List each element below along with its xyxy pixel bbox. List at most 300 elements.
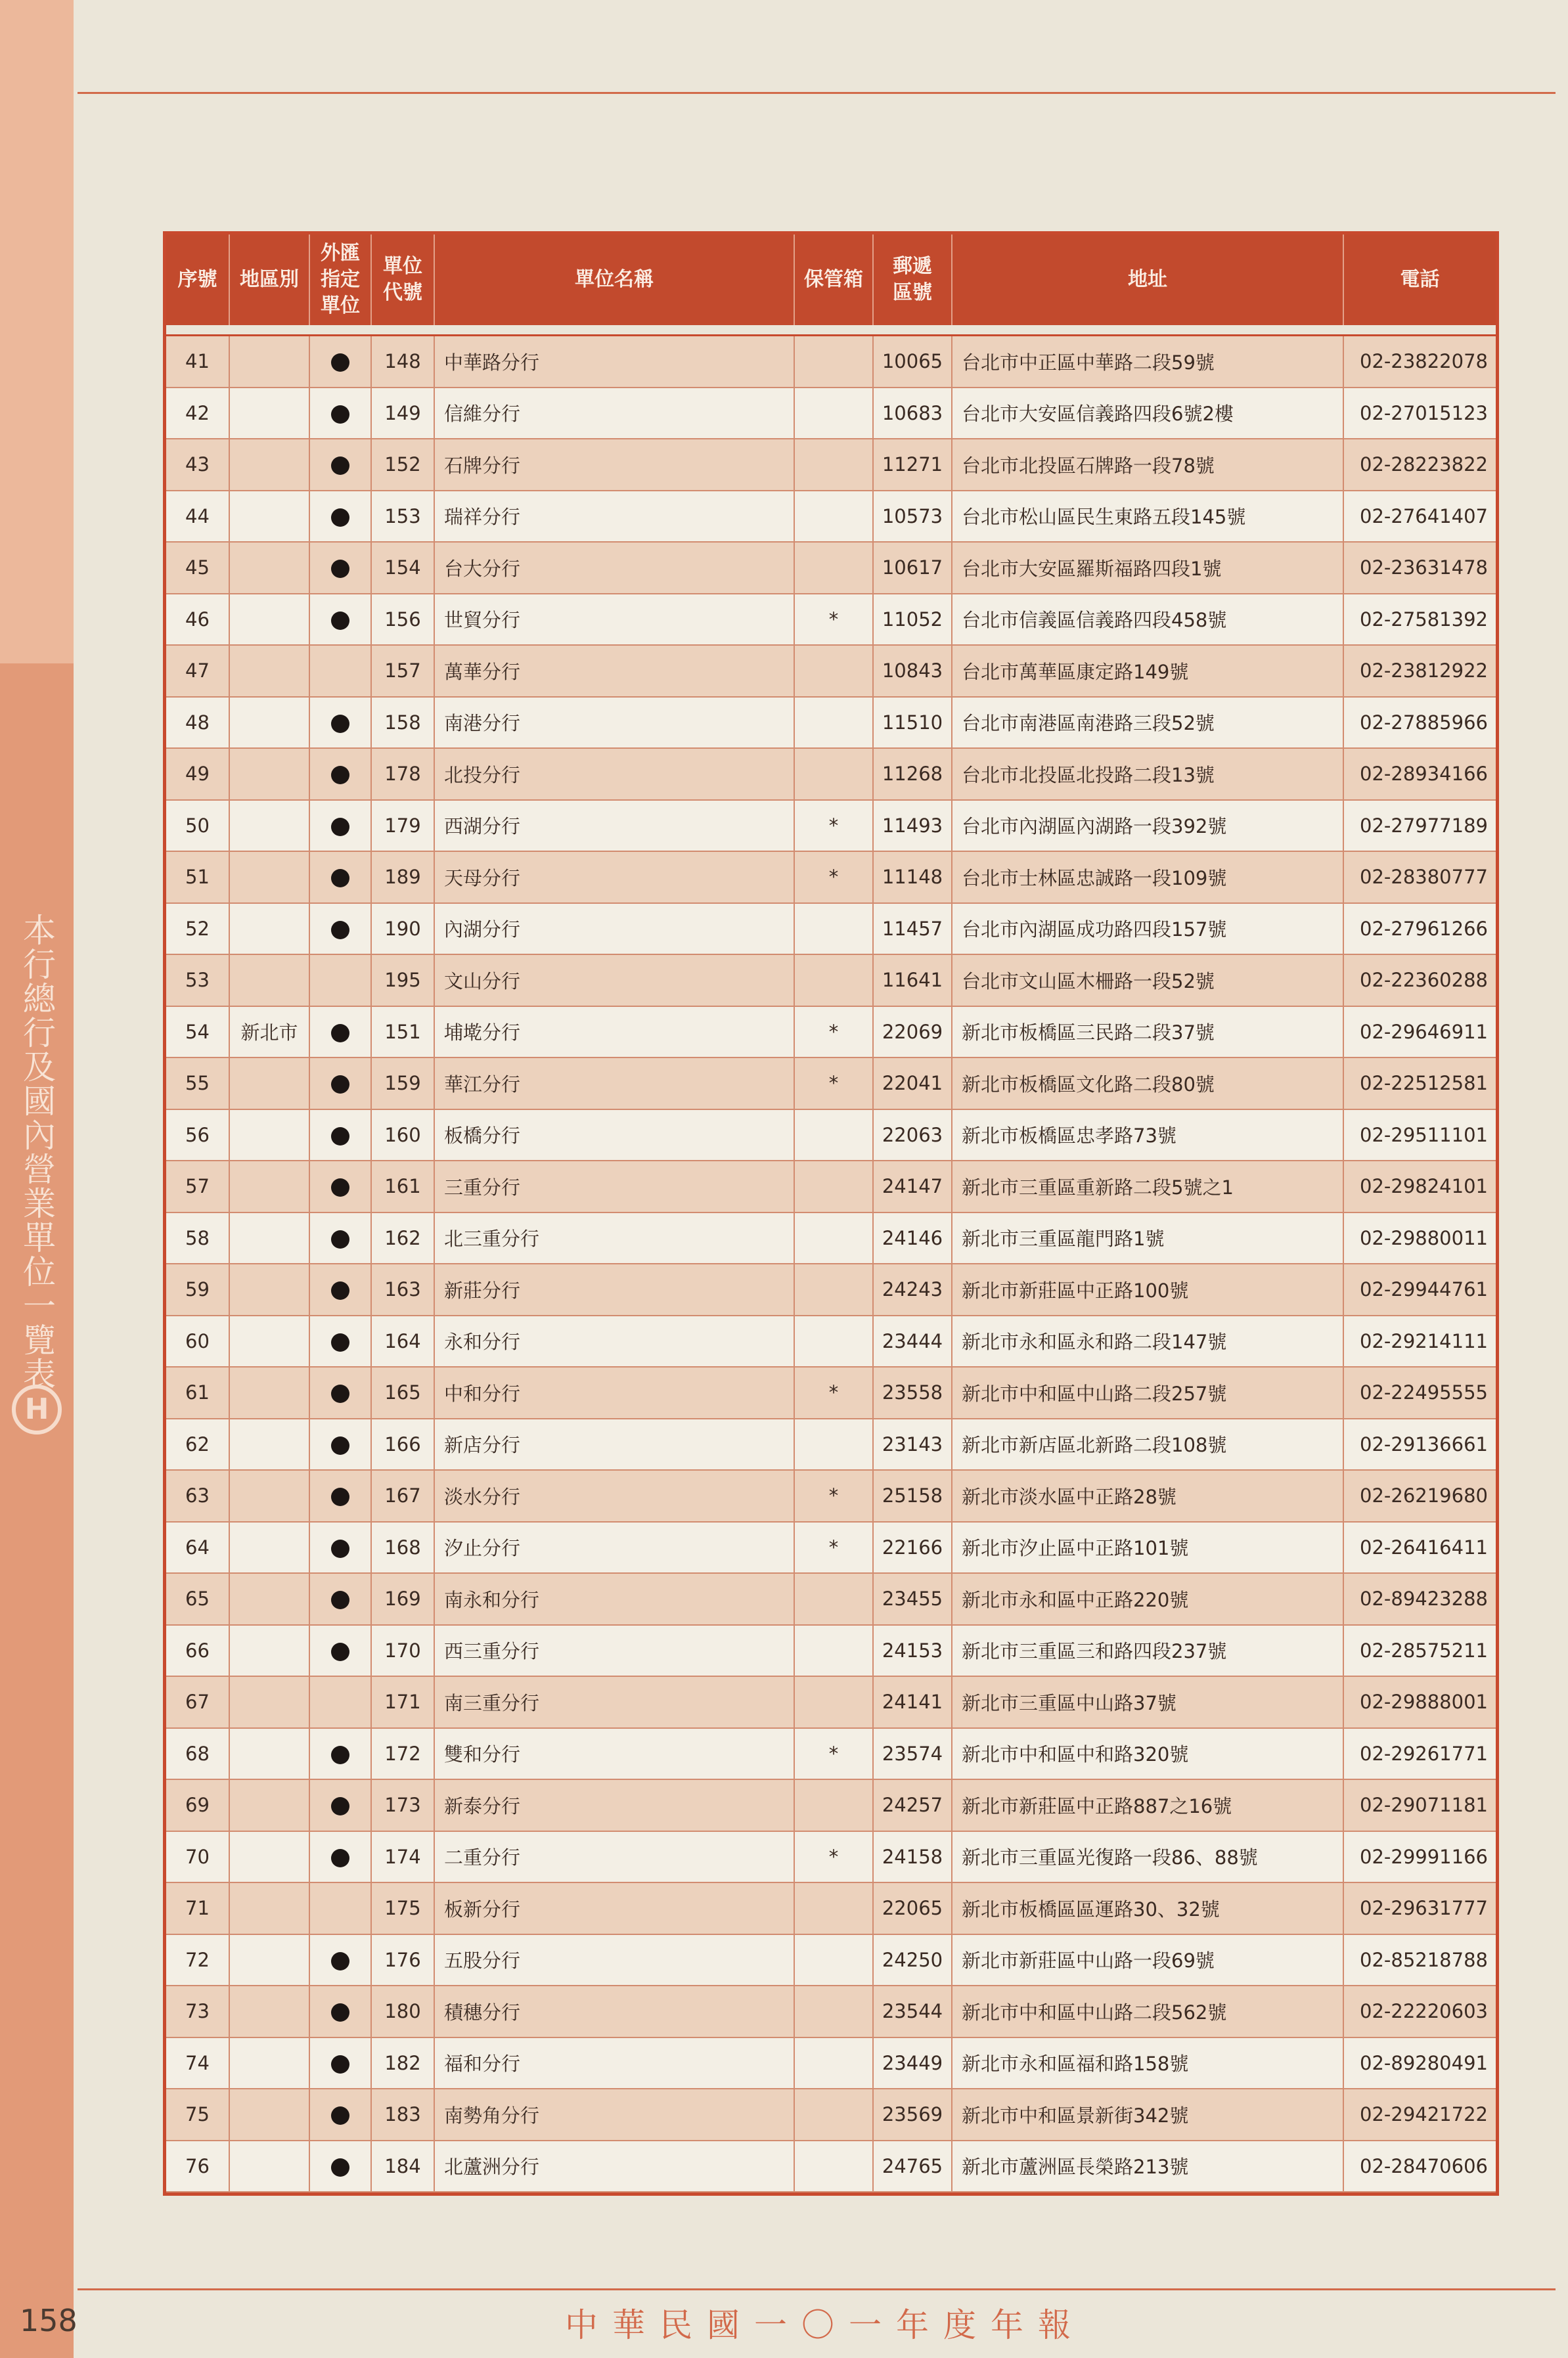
cell-fx xyxy=(309,954,371,1006)
table-row xyxy=(166,1109,1496,1161)
branch-table-container xyxy=(163,231,1499,2196)
cell-fx xyxy=(309,1728,371,1780)
cell-unit-name: 中和分行 xyxy=(434,1367,794,1419)
cell-address: 新北市新莊區中正路887之16號 xyxy=(952,1779,1343,1831)
cell-address: 新北市三重區光復路一段86、88號 xyxy=(952,1831,1343,1883)
cell-safe-box xyxy=(794,542,873,594)
cell-zip: 23569 xyxy=(873,2089,952,2141)
cell-serial: 48 xyxy=(166,697,229,749)
cell-serial: 42 xyxy=(166,388,229,439)
cell-zip: 25158 xyxy=(873,1470,952,1522)
cell-safe-box xyxy=(794,1316,873,1368)
cell-zip: 11457 xyxy=(873,903,952,955)
cell-phone: 02-28380777 xyxy=(1343,851,1496,903)
cell-safe-box xyxy=(794,1161,873,1212)
cell-code: 163 xyxy=(371,1264,434,1316)
cell-unit-name: 永和分行 xyxy=(434,1316,794,1368)
cell-serial: 75 xyxy=(166,2089,229,2141)
cell-code: 166 xyxy=(371,1419,434,1471)
cell-region xyxy=(229,903,309,955)
cell-safe-box xyxy=(794,954,873,1006)
cell-address: 新北市永和區福和路158號 xyxy=(952,2037,1343,2089)
fx-dot-icon xyxy=(331,405,349,424)
cell-safe-box xyxy=(794,645,873,697)
cell-phone: 02-28470606 xyxy=(1343,2141,1496,2192)
cell-serial: 51 xyxy=(166,851,229,903)
cell-zip: 22065 xyxy=(873,1882,952,1934)
table-row xyxy=(166,388,1496,439)
cell-safe-box xyxy=(794,1264,873,1316)
cell-safe-box xyxy=(794,439,873,491)
cell-safe-box xyxy=(794,697,873,749)
cell-serial: 46 xyxy=(166,594,229,646)
cell-safe-box xyxy=(794,1212,873,1264)
cell-safe-box: * xyxy=(794,851,873,903)
cell-address: 新北市新莊區中正路100號 xyxy=(952,1264,1343,1316)
cell-zip: 11148 xyxy=(873,851,952,903)
cell-region xyxy=(229,1057,309,1109)
table-row xyxy=(166,1625,1496,1677)
cell-fx xyxy=(309,1522,371,1574)
cell-phone: 02-27885966 xyxy=(1343,697,1496,749)
cell-fx xyxy=(309,388,371,439)
cell-zip: 22166 xyxy=(873,1522,952,1574)
table-row xyxy=(166,1367,1496,1419)
cell-code: 152 xyxy=(371,439,434,491)
cell-code: 183 xyxy=(371,2089,434,2141)
sidebar-title: 本行總行及國內營業單位一覽表 xyxy=(18,913,56,1391)
cell-zip: 24153 xyxy=(873,1625,952,1677)
cell-serial: 52 xyxy=(166,903,229,955)
cell-phone: 02-23812922 xyxy=(1343,645,1496,697)
cell-fx xyxy=(309,1625,371,1677)
table-row xyxy=(166,1934,1496,1986)
table-row xyxy=(166,1831,1496,1883)
cell-serial: 43 xyxy=(166,439,229,491)
cell-address: 新北市新莊區中山路一段69號 xyxy=(952,1934,1343,1986)
cell-zip: 11641 xyxy=(873,954,952,1006)
cell-phone: 02-29824101 xyxy=(1343,1161,1496,1212)
table-row xyxy=(166,2037,1496,2089)
fx-dot-icon xyxy=(331,2003,349,2022)
cell-phone: 02-27015123 xyxy=(1343,388,1496,439)
report-title: 中華民國一〇一年度年報 xyxy=(565,2306,1085,2344)
cell-phone: 02-29214111 xyxy=(1343,1316,1496,1368)
cell-address: 新北市中和區景新街342號 xyxy=(952,2089,1343,2141)
cell-region xyxy=(229,1573,309,1625)
cell-serial: 57 xyxy=(166,1161,229,1212)
fx-dot-icon xyxy=(331,1075,349,1094)
cell-serial: 59 xyxy=(166,1264,229,1316)
cell-fx xyxy=(309,2089,371,2141)
cell-address: 新北市汐止區中正路101號 xyxy=(952,1522,1343,1574)
cell-region xyxy=(229,1625,309,1677)
cell-fx xyxy=(309,1212,371,1264)
header-address: 地址 xyxy=(952,234,1343,325)
table-row xyxy=(166,1161,1496,1212)
cell-region xyxy=(229,542,309,594)
cell-fx xyxy=(309,2141,371,2192)
cell-region xyxy=(229,1522,309,1574)
fx-dot-icon xyxy=(331,456,349,475)
cell-fx xyxy=(309,1676,371,1728)
cell-fx xyxy=(309,697,371,749)
table-row xyxy=(166,439,1496,491)
cell-unit-name: 台大分行 xyxy=(434,542,794,594)
top-rule xyxy=(78,92,1556,94)
cell-safe-box xyxy=(794,748,873,800)
cell-region xyxy=(229,1831,309,1883)
cell-fx xyxy=(309,645,371,697)
cell-code: 167 xyxy=(371,1470,434,1522)
cell-phone: 02-23822078 xyxy=(1343,336,1496,388)
cell-unit-name: 汐止分行 xyxy=(434,1522,794,1574)
table-row xyxy=(166,594,1496,646)
cell-safe-box xyxy=(794,1986,873,2037)
table-row xyxy=(166,645,1496,697)
cell-address: 新北市三重區中山路37號 xyxy=(952,1676,1343,1728)
cell-region xyxy=(229,1986,309,2037)
header-zip: 郵遞 區號 xyxy=(873,234,952,325)
cell-serial: 50 xyxy=(166,800,229,852)
cell-safe-box xyxy=(794,2089,873,2141)
table-row xyxy=(166,491,1496,543)
cell-unit-name: 板新分行 xyxy=(434,1882,794,1934)
cell-code: 182 xyxy=(371,2037,434,2089)
cell-code: 161 xyxy=(371,1161,434,1212)
cell-zip: 11493 xyxy=(873,800,952,852)
cell-code: 159 xyxy=(371,1057,434,1109)
cell-address: 新北市板橋區忠孝路73號 xyxy=(952,1109,1343,1161)
cell-safe-box xyxy=(794,1779,873,1831)
cell-address: 新北市三重區三和路四段237號 xyxy=(952,1625,1343,1677)
cell-phone: 02-29261771 xyxy=(1343,1728,1496,1780)
cell-address: 新北市淡水區中正路28號 xyxy=(952,1470,1343,1522)
cell-unit-name: 石牌分行 xyxy=(434,439,794,491)
cell-address: 台北市大安區信義路四段6號2樓 xyxy=(952,388,1343,439)
cell-address: 台北市中正區中華路二段59號 xyxy=(952,336,1343,388)
cell-zip: 24147 xyxy=(873,1161,952,1212)
cell-fx xyxy=(309,1419,371,1471)
cell-serial: 73 xyxy=(166,1986,229,2037)
cell-region xyxy=(229,697,309,749)
cell-region xyxy=(229,594,309,646)
cell-code: 190 xyxy=(371,903,434,955)
fx-dot-icon xyxy=(331,1230,349,1249)
cell-fx xyxy=(309,851,371,903)
cell-code: 157 xyxy=(371,645,434,697)
cell-address: 新北市中和區中山路二段562號 xyxy=(952,1986,1343,2037)
fx-dot-icon xyxy=(331,2106,349,2125)
table-row xyxy=(166,1419,1496,1471)
cell-unit-name: 西三重分行 xyxy=(434,1625,794,1677)
header-safe-box: 保管箱 xyxy=(794,234,873,325)
table-row xyxy=(166,1522,1496,1574)
cell-code: 174 xyxy=(371,1831,434,1883)
cell-zip: 11510 xyxy=(873,697,952,749)
cell-phone: 02-28223822 xyxy=(1343,439,1496,491)
cell-phone: 02-27961266 xyxy=(1343,903,1496,955)
table-row xyxy=(166,1212,1496,1264)
cell-address: 台北市內湖區成功路四段157號 xyxy=(952,903,1343,955)
cell-code: 158 xyxy=(371,697,434,749)
cell-code: 180 xyxy=(371,1986,434,2037)
table-body xyxy=(166,325,1496,2192)
branch-table xyxy=(166,234,1496,2192)
cell-safe-box xyxy=(794,1419,873,1471)
fx-dot-icon xyxy=(331,818,349,836)
fx-dot-icon xyxy=(331,353,349,372)
header-region: 地區別 xyxy=(229,234,309,325)
cell-unit-name: 中華路分行 xyxy=(434,336,794,388)
cell-region xyxy=(229,1779,309,1831)
cell-zip: 11052 xyxy=(873,594,952,646)
cell-region xyxy=(229,1109,309,1161)
cell-phone: 02-22512581 xyxy=(1343,1057,1496,1109)
cell-address: 台北市萬華區康定路149號 xyxy=(952,645,1343,697)
table-row xyxy=(166,1006,1496,1058)
cell-address: 新北市板橋區文化路二段80號 xyxy=(952,1057,1343,1109)
cell-unit-name: 世貿分行 xyxy=(434,594,794,646)
cell-code: 148 xyxy=(371,336,434,388)
cell-fx xyxy=(309,1934,371,1986)
cell-serial: 53 xyxy=(166,954,229,1006)
cell-unit-name: 二重分行 xyxy=(434,1831,794,1883)
cell-unit-name: 內湖分行 xyxy=(434,903,794,955)
cell-region xyxy=(229,1934,309,1986)
cell-unit-name: 瑞祥分行 xyxy=(434,491,794,543)
cell-unit-name: 華江分行 xyxy=(434,1057,794,1109)
header-unit-name: 單位名稱 xyxy=(434,234,794,325)
cell-code: 156 xyxy=(371,594,434,646)
cell-region xyxy=(229,748,309,800)
cell-address: 台北市內湖區內湖路一段392號 xyxy=(952,800,1343,852)
cell-phone: 02-29631777 xyxy=(1343,1882,1496,1934)
cell-region xyxy=(229,2089,309,2141)
cell-address: 新北市永和區永和路二段147號 xyxy=(952,1316,1343,1368)
bank-logo-icon: H xyxy=(12,1385,62,1435)
cell-address: 台北市大安區羅斯福路四段1號 xyxy=(952,542,1343,594)
table-row xyxy=(166,1264,1496,1316)
cell-unit-name: 文山分行 xyxy=(434,954,794,1006)
cell-serial: 56 xyxy=(166,1109,229,1161)
table-row xyxy=(166,1779,1496,1831)
cell-zip: 24146 xyxy=(873,1212,952,1264)
cell-serial: 76 xyxy=(166,2141,229,2192)
fx-dot-icon xyxy=(331,1797,349,1815)
cell-region xyxy=(229,1367,309,1419)
table-row xyxy=(166,851,1496,903)
cell-serial: 49 xyxy=(166,748,229,800)
cell-code: 175 xyxy=(371,1882,434,1934)
cell-safe-box: * xyxy=(794,1057,873,1109)
cell-serial: 72 xyxy=(166,1934,229,1986)
cell-zip: 24158 xyxy=(873,1831,952,1883)
cell-zip: 23455 xyxy=(873,1573,952,1625)
page-number: 158 xyxy=(20,2303,78,2338)
header-serial: 序號 xyxy=(166,234,229,325)
fx-dot-icon xyxy=(331,1540,349,1558)
cell-fx xyxy=(309,491,371,543)
cell-serial: 66 xyxy=(166,1625,229,1677)
fx-dot-icon xyxy=(331,508,349,527)
cell-code: 172 xyxy=(371,1728,434,1780)
cell-region xyxy=(229,388,309,439)
cell-address: 台北市文山區木柵路一段52號 xyxy=(952,954,1343,1006)
cell-code: 178 xyxy=(371,748,434,800)
table-row xyxy=(166,542,1496,594)
bottom-rule xyxy=(78,2288,1556,2290)
cell-fx xyxy=(309,903,371,955)
fx-dot-icon xyxy=(331,1024,349,1042)
cell-region: 新北市 xyxy=(229,1006,309,1058)
cell-phone: 02-27641407 xyxy=(1343,491,1496,543)
cell-code: 171 xyxy=(371,1676,434,1728)
cell-safe-box: * xyxy=(794,1006,873,1058)
cell-unit-name: 信維分行 xyxy=(434,388,794,439)
cell-fx xyxy=(309,1161,371,1212)
fx-dot-icon xyxy=(331,921,349,939)
table-row xyxy=(166,1676,1496,1728)
cell-unit-name: 南勢角分行 xyxy=(434,2089,794,2141)
table-row xyxy=(166,800,1496,852)
cell-safe-box: * xyxy=(794,1728,873,1780)
cell-phone: 02-22220603 xyxy=(1343,1986,1496,2037)
cell-unit-name: 三重分行 xyxy=(434,1161,794,1212)
cell-address: 台北市南港區南港路三段52號 xyxy=(952,697,1343,749)
cell-safe-box xyxy=(794,1882,873,1934)
cell-zip: 24141 xyxy=(873,1676,952,1728)
cell-zip: 23143 xyxy=(873,1419,952,1471)
cell-zip: 11268 xyxy=(873,748,952,800)
fx-dot-icon xyxy=(331,1746,349,1764)
cell-address: 新北市中和區中山路二段257號 xyxy=(952,1367,1343,1419)
cell-fx xyxy=(309,594,371,646)
header-unit-code: 單位 代號 xyxy=(371,234,434,325)
cell-code: 164 xyxy=(371,1316,434,1368)
cell-region xyxy=(229,1264,309,1316)
cell-unit-name: 天母分行 xyxy=(434,851,794,903)
cell-fx xyxy=(309,1006,371,1058)
cell-phone: 02-27977189 xyxy=(1343,800,1496,852)
cell-safe-box: * xyxy=(794,1367,873,1419)
cell-serial: 60 xyxy=(166,1316,229,1368)
cell-phone: 02-29888001 xyxy=(1343,1676,1496,1728)
cell-phone: 02-22495555 xyxy=(1343,1367,1496,1419)
cell-phone: 02-28575211 xyxy=(1343,1625,1496,1677)
sidebar xyxy=(0,0,74,2358)
table-row xyxy=(166,2141,1496,2192)
cell-serial: 44 xyxy=(166,491,229,543)
fx-dot-icon xyxy=(331,1952,349,1970)
cell-zip: 23558 xyxy=(873,1367,952,1419)
cell-safe-box xyxy=(794,1676,873,1728)
cell-safe-box xyxy=(794,2037,873,2089)
cell-phone: 02-29944761 xyxy=(1343,1264,1496,1316)
table-row xyxy=(166,748,1496,800)
cell-unit-name: 新莊分行 xyxy=(434,1264,794,1316)
cell-unit-name: 北蘆洲分行 xyxy=(434,2141,794,2192)
cell-phone: 02-29880011 xyxy=(1343,1212,1496,1264)
cell-fx xyxy=(309,1264,371,1316)
fx-dot-icon xyxy=(331,1591,349,1609)
cell-region xyxy=(229,1728,309,1780)
cell-unit-name: 北三重分行 xyxy=(434,1212,794,1264)
cell-fx xyxy=(309,336,371,388)
cell-zip: 10065 xyxy=(873,336,952,388)
fx-dot-icon xyxy=(331,560,349,578)
cell-code: 195 xyxy=(371,954,434,1006)
cell-zip: 10573 xyxy=(873,491,952,543)
cell-zip: 24257 xyxy=(873,1779,952,1831)
table-row xyxy=(166,1573,1496,1625)
cell-phone: 02-29511101 xyxy=(1343,1109,1496,1161)
cell-serial: 74 xyxy=(166,2037,229,2089)
cell-safe-box xyxy=(794,1625,873,1677)
fx-dot-icon xyxy=(331,1643,349,1661)
cell-address: 新北市新店區北新路二段108號 xyxy=(952,1419,1343,1471)
cell-zip: 22063 xyxy=(873,1109,952,1161)
cell-address: 新北市板橋區三民路二段37號 xyxy=(952,1006,1343,1058)
fx-dot-icon xyxy=(331,612,349,630)
cell-serial: 64 xyxy=(166,1522,229,1574)
fx-dot-icon xyxy=(331,1333,349,1352)
cell-address: 台北市信義區信義路四段458號 xyxy=(952,594,1343,646)
cell-address: 台北市松山區民生東路五段145號 xyxy=(952,491,1343,543)
cell-safe-box xyxy=(794,2141,873,2192)
cell-fx xyxy=(309,748,371,800)
fx-dot-icon xyxy=(331,2158,349,2177)
cell-zip: 24250 xyxy=(873,1934,952,1986)
cell-serial: 65 xyxy=(166,1573,229,1625)
header-phone: 電話 xyxy=(1343,234,1496,325)
cell-phone: 02-23631478 xyxy=(1343,542,1496,594)
table-row xyxy=(166,2089,1496,2141)
cell-safe-box: * xyxy=(794,1470,873,1522)
cell-serial: 61 xyxy=(166,1367,229,1419)
cell-serial: 41 xyxy=(166,336,229,388)
cell-serial: 67 xyxy=(166,1676,229,1728)
cell-address: 台北市士林區忠誠路一段109號 xyxy=(952,851,1343,903)
cell-region xyxy=(229,1882,309,1934)
cell-region xyxy=(229,800,309,852)
cell-address: 新北市三重區重新路二段5號之1 xyxy=(952,1161,1343,1212)
cell-region xyxy=(229,954,309,1006)
cell-code: 153 xyxy=(371,491,434,543)
cell-fx xyxy=(309,1367,371,1419)
cell-serial: 54 xyxy=(166,1006,229,1058)
table-row xyxy=(166,1316,1496,1368)
cell-phone: 02-89280491 xyxy=(1343,2037,1496,2089)
cell-safe-box xyxy=(794,1109,873,1161)
cell-safe-box xyxy=(794,388,873,439)
cell-fx xyxy=(309,1470,371,1522)
cell-phone: 02-29646911 xyxy=(1343,1006,1496,1058)
cell-zip: 24765 xyxy=(873,2141,952,2192)
cell-phone: 02-29421722 xyxy=(1343,2089,1496,2141)
table-row xyxy=(166,1057,1496,1109)
cell-address: 新北市中和區中和路320號 xyxy=(952,1728,1343,1780)
cell-region xyxy=(229,491,309,543)
cell-fx xyxy=(309,1882,371,1934)
fx-dot-icon xyxy=(331,1849,349,1867)
cell-unit-name: 埔墘分行 xyxy=(434,1006,794,1058)
cell-code: 168 xyxy=(371,1522,434,1574)
cell-phone: 02-26219680 xyxy=(1343,1470,1496,1522)
cell-fx xyxy=(309,1573,371,1625)
cell-fx xyxy=(309,1779,371,1831)
cell-zip: 11271 xyxy=(873,439,952,491)
